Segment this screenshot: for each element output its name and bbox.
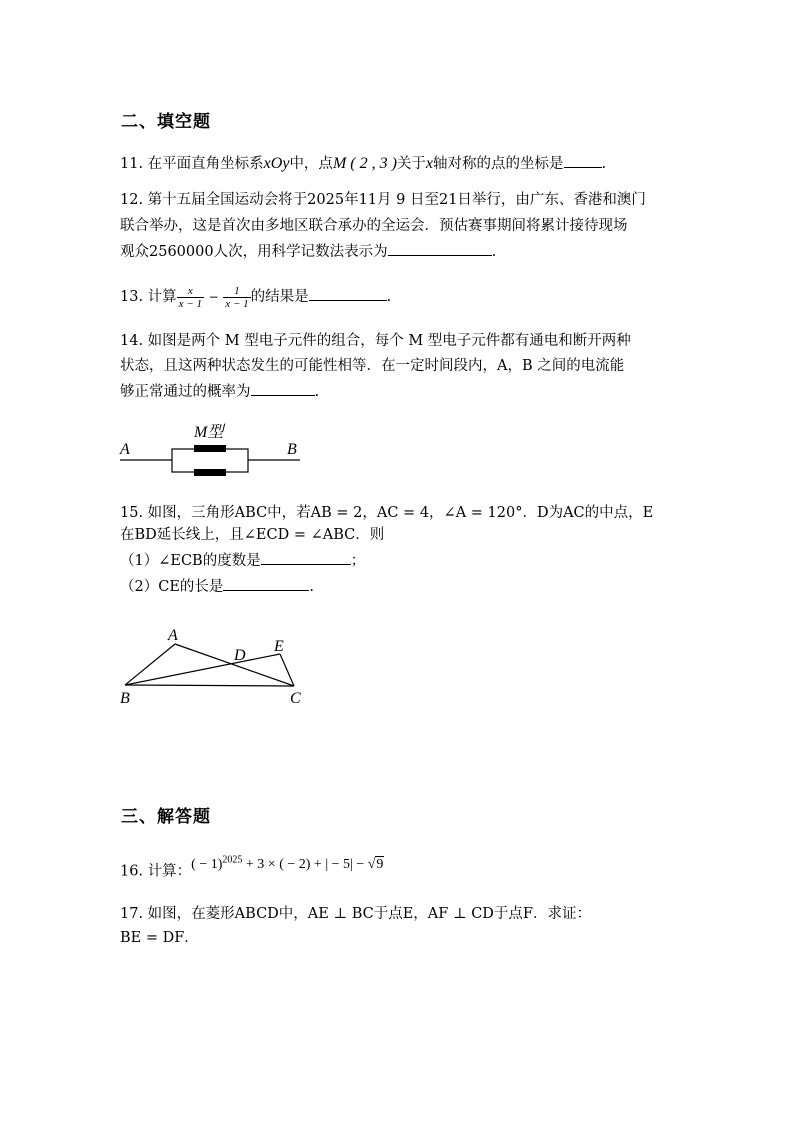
q12-text-line-3: 观众2560000人次，用科学记数法表示为 [120, 244, 388, 260]
q11-text-2: 中，点 [289, 156, 333, 172]
question-15-sub-2 [120, 576, 314, 597]
q15-sub-1-text: （1）∠ECB的度数是 [120, 553, 261, 569]
q15-sub-2-text: （2）CE的长是 [120, 579, 224, 595]
question-12-line-3 [120, 241, 496, 262]
q16-radicand: 9 [376, 856, 384, 872]
component-m-top [194, 445, 226, 452]
question-17-line-1 [120, 904, 591, 924]
question-14-line-2: 状态，且这两种状态发生的可能性相等．在一定时间段内，A，B 之间的电流能 [120, 358, 625, 374]
vertex-c: C [290, 690, 301, 707]
section-heading-solve: 三、解答题 [121, 807, 211, 827]
q11-coord-system: xOy [263, 155, 290, 172]
q11-text-1: 在平面直角坐标系 [147, 156, 264, 172]
answer-blank [564, 153, 602, 168]
q16-expression [191, 854, 384, 872]
answer-blank [309, 286, 387, 301]
point-d: D [234, 647, 246, 664]
question-number: 17. [120, 906, 144, 922]
vertex-a: A [168, 627, 178, 644]
question-13 [120, 284, 391, 310]
answer-blank [251, 381, 315, 396]
q14-text-line-3: 够正常通过的概率为 [120, 384, 251, 400]
q13-text-1: 计算 [147, 289, 177, 305]
question-15-line-1 [120, 503, 653, 523]
q13-minus: − [208, 290, 219, 304]
question-number: 11. [120, 156, 144, 172]
q11-end: . [601, 156, 607, 172]
q13-fraction-2 [223, 285, 250, 310]
section-heading-fill-in: 二、填空题 [121, 112, 211, 132]
component-m-bottom [194, 469, 226, 476]
q15-sub-2-end: . [309, 579, 315, 595]
circuit-diagram [115, 418, 315, 480]
q11-point: M ( 2 , 3 ) [332, 155, 397, 172]
question-14-line-3 [120, 381, 319, 402]
question-12-line-1 [120, 190, 646, 210]
q14-text-line-1: 如图是两个 M 型电子元件的组合，每个 M 型电子元件都有通电和断开两种 [147, 333, 631, 349]
question-number: 13. [120, 289, 144, 305]
q17-text-line-1: 如图，在菱形ABCD中，AE ⊥ BC于点E，AF ⊥ CD于点F．求证： [147, 906, 591, 922]
q11-axis: x [425, 155, 434, 172]
question-15-line-2: 在BD延长线上，且∠ECD = ∠ABC．则 [120, 527, 385, 543]
label-m: M型 [194, 424, 224, 441]
fraction-denominator: x − 1 [225, 297, 249, 310]
q13-fraction-1 [177, 285, 204, 310]
q16-exponent: 2025 [222, 854, 243, 865]
triangle-diagram [112, 622, 317, 710]
q16-text: 计算： [147, 863, 192, 880]
q16-base: ( − 1) [191, 856, 223, 872]
q15-sub-1-end: ； [350, 553, 366, 569]
question-16 [120, 854, 384, 883]
fraction-numerator: x [177, 285, 204, 298]
sqrt-symbol: √ [367, 856, 376, 872]
question-11 [120, 153, 606, 174]
q11-text-3: 关于 [396, 156, 426, 172]
q13-text-2: 的结果是 [250, 289, 309, 305]
question-number: 16. [120, 863, 144, 880]
answer-blank [261, 550, 351, 565]
question-number: 15. [120, 505, 144, 521]
q14-end: . [314, 384, 320, 400]
question-12-line-2: 联合举办，这是首次由多地区联合承办的全运会．预估赛事期间将累计接待现场 [120, 218, 628, 234]
q13-end: . [386, 289, 392, 305]
fraction-numerator: 1 [223, 285, 250, 298]
q12-end: . [491, 244, 497, 260]
point-e: E [274, 638, 284, 655]
label-b: B [287, 441, 297, 458]
question-number: 12. [120, 192, 144, 208]
vertex-b: B [120, 690, 130, 707]
answer-blank [388, 241, 492, 256]
q11-text-4: 轴对称的点的坐标是 [433, 156, 564, 172]
question-17-line-2: BE = DF． [120, 930, 199, 946]
answer-blank [223, 576, 309, 591]
fraction-denominator: x − 1 [178, 297, 202, 310]
q16-terms: + 3 × ( − 2) + | − 5| − [242, 856, 368, 872]
question-14-line-1 [120, 331, 631, 351]
q15-text-line-1: 如图，三角形ABC中，若AB = 2，AC = 4，∠A = 120°．D为AC的中点，E [147, 505, 654, 521]
q12-text-line-1: 第十五届全国运动会将于2025年11月 9 日至21日举行，由广东、香港和澳门 [147, 192, 646, 208]
question-number: 14. [120, 333, 144, 349]
question-15-sub-1 [120, 550, 365, 571]
label-a: A [120, 441, 130, 458]
